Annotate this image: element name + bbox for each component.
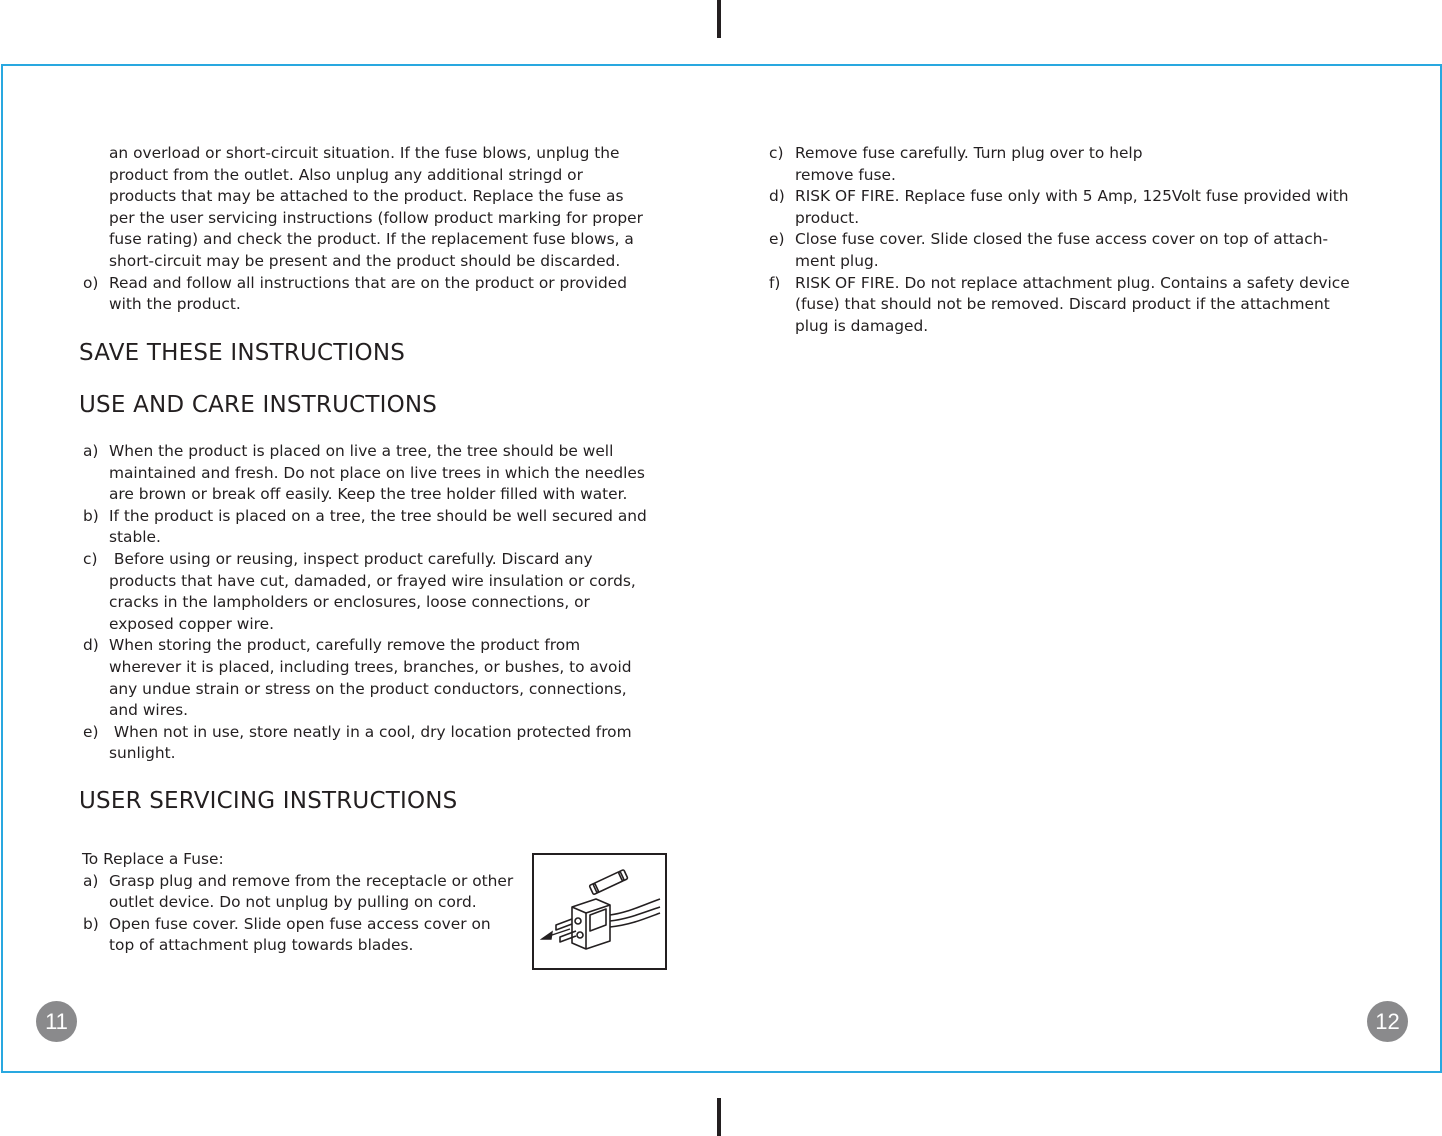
heading-use-and-care: USE AND CARE INSTRUCTIONS [79, 392, 438, 418]
text-line: When not in use, store neatly in a cool, dry location protected from [109, 722, 632, 741]
list-item [3, 635, 703, 721]
text-line: product from the outlet. Also unplug any additional stringd or [109, 165, 583, 184]
text-line: with the product. [109, 295, 241, 314]
text-line: exposed copper wire. [109, 614, 274, 633]
text-line: product. [795, 208, 860, 227]
text-line: short-circuit may be present and the product should be discarded. [109, 251, 621, 270]
plug-fuse-illustration [532, 853, 667, 970]
item-label: d) [83, 636, 99, 655]
list-item [3, 273, 703, 316]
heading-save-instructions: SAVE THESE INSTRUCTIONS [79, 340, 406, 366]
item-label: f) [769, 273, 781, 292]
list-item [3, 871, 518, 914]
page-left [3, 66, 721, 1071]
continued-item-n [3, 143, 703, 316]
text-line: When storing the product, carefully remove the product from [109, 636, 581, 655]
list-item [3, 549, 703, 635]
list-item [721, 229, 1421, 272]
user-servicing-continued-list [721, 143, 1421, 337]
text-line: products that may be attached to the product. Replace the fuse as [109, 187, 624, 206]
item-label: a) [83, 871, 99, 890]
text-line: Read and follow all instructions that are on the product or provided [109, 273, 628, 292]
text-line: plug is damaged. [795, 316, 929, 335]
text-line: outlet device. Do not unplug by pulling on cord. [109, 893, 477, 912]
item-label: c) [83, 549, 98, 568]
fuse-intro: To Replace a Fuse: [82, 850, 224, 868]
text-line: remove fuse. [795, 165, 896, 184]
text-line: When the product is placed on live a tree, the tree should be well [109, 442, 614, 460]
text-line: Before using or reusing, inspect product carefully. Discard any [109, 549, 593, 568]
text-line: fuse rating) and check the product. If the replacement fuse blows, a [109, 230, 634, 249]
list-item [721, 273, 1421, 338]
text-line: any undue strain or stress on the product conductors, connections, [109, 679, 627, 698]
heading-user-servicing: USER SERVICING INSTRUCTIONS [79, 788, 458, 814]
list-item [3, 441, 703, 506]
fold-mark-bottom [717, 1098, 721, 1136]
page-number-badge: 11 [36, 1001, 77, 1042]
text-line: top of attachment plug towards blades. [109, 936, 414, 955]
manual-spread [1, 64, 1442, 1073]
text-line: an overload or short-circuit situation. If the fuse blows, unplug the [109, 144, 620, 162]
fold-mark-top [717, 0, 721, 38]
list-item [3, 722, 703, 765]
page-number-badge: 12 [1367, 1001, 1408, 1042]
text-line: products that have cut, damaded, or frayed wire insulation or cords, [109, 571, 636, 590]
text-line: ment plug. [795, 251, 879, 270]
text-line: RISK OF FIRE. Do not replace attachment plug. Contains a safety device [795, 273, 1350, 292]
item-label: e) [769, 230, 785, 249]
text-line: cracks in the lampholders or enclosures, loose connections, or [109, 593, 590, 612]
text-line: stable. [109, 528, 161, 547]
list-item [3, 914, 518, 957]
text-line: wherever it is placed, including trees, branches, or bushes, to avoid [109, 657, 632, 676]
text-line: maintained and fresh. Do not place on live trees in which the needles [109, 463, 645, 482]
plug-fuse-icon [534, 855, 665, 968]
list-item [3, 506, 703, 549]
text-line: Close fuse cover. Slide closed the fuse access cover on top of attach- [795, 230, 1329, 249]
page-right [721, 66, 1440, 1071]
text-line: Grasp plug and remove from the receptacle or other [109, 871, 514, 890]
fuse-replacement-list [3, 849, 518, 957]
use-care-list [3, 441, 703, 765]
text-line: RISK OF FIRE. Replace fuse only with 5 Amp, 125Volt fuse provided with [795, 187, 1349, 206]
text-line: Remove fuse carefully. Turn plug over to help [795, 144, 1143, 162]
item-label: b) [83, 914, 99, 933]
text-line: and wires. [109, 701, 189, 720]
item-label: c) [769, 144, 784, 162]
text-line: sunlight. [109, 744, 176, 763]
list-item [721, 186, 1421, 229]
text-line: (fuse) that should not be removed. Discard product if the attachment [795, 295, 1330, 314]
list-item [721, 143, 1421, 186]
item-label: d) [769, 187, 785, 206]
text-line: Open fuse cover. Slide open fuse access cover on [109, 914, 491, 933]
text-line: If the product is placed on a tree, the tree should be well secured and [109, 506, 647, 525]
item-label: a) [83, 442, 99, 460]
text-line: per the user servicing instructions (follow product marking for proper [109, 208, 643, 227]
item-label: b) [83, 506, 99, 525]
item-label: o) [83, 273, 99, 292]
text-line: are brown or break off easily. Keep the tree holder filled with water. [109, 485, 628, 504]
item-label: e) [83, 722, 99, 741]
